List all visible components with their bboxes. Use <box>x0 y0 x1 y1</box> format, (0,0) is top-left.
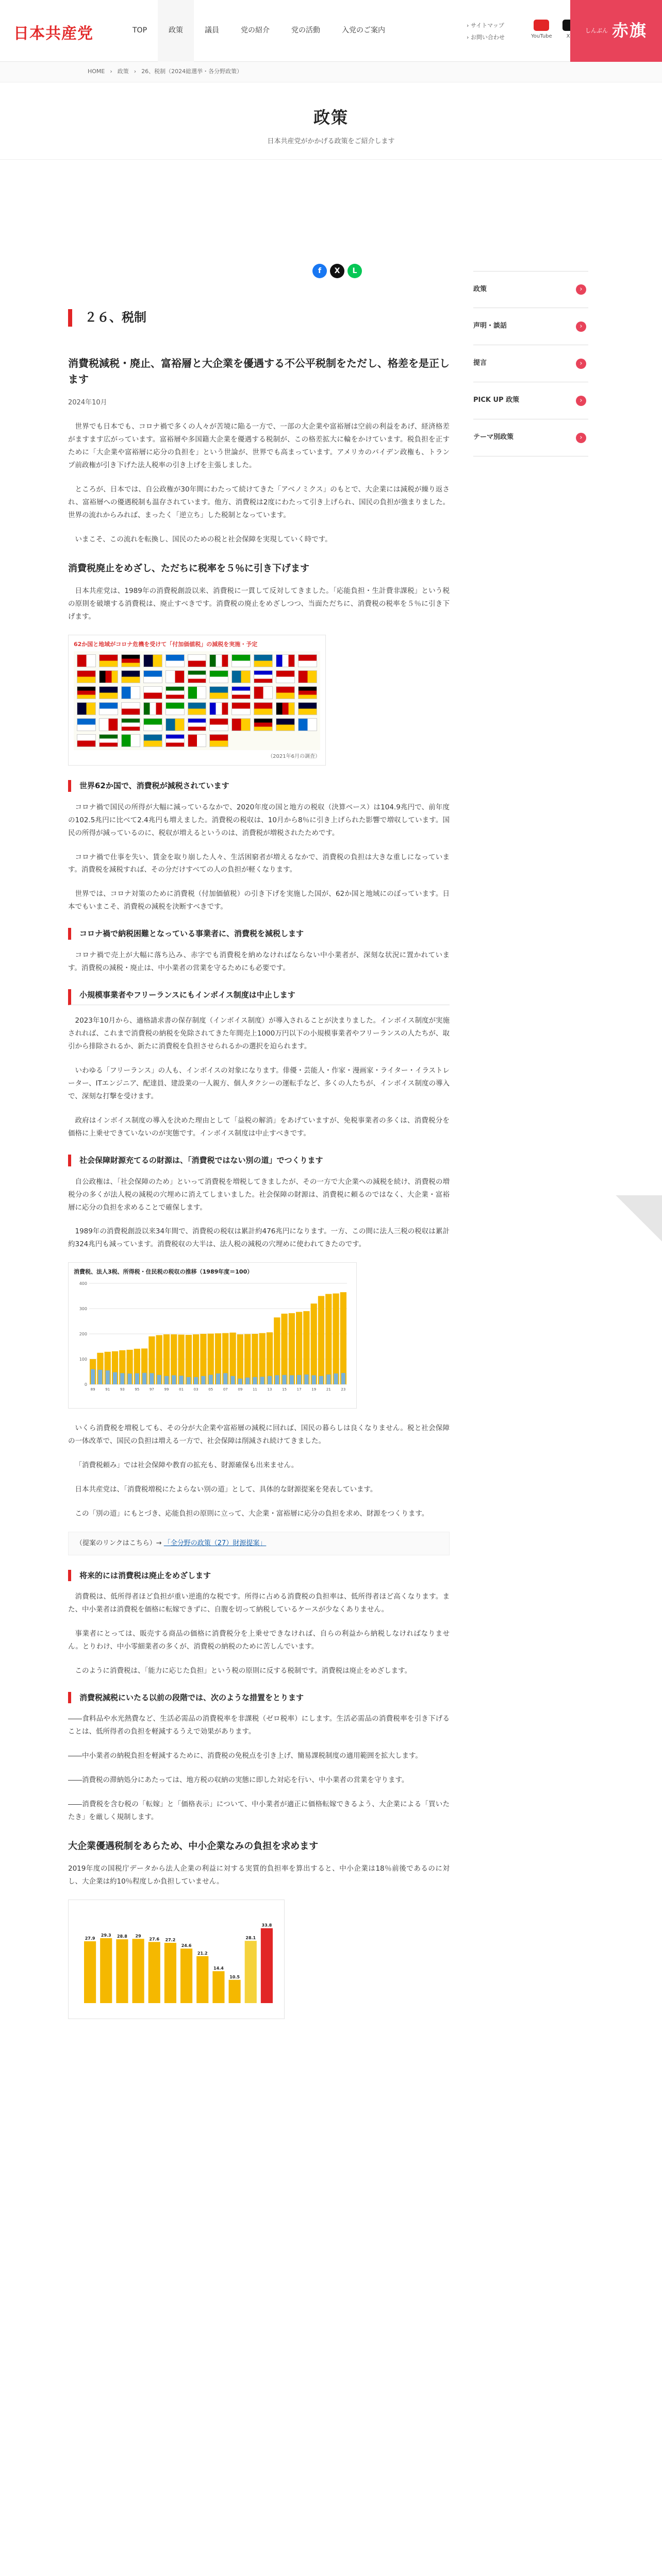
bar <box>245 1941 257 2003</box>
paragraph: 日本共産党は、1989年の消費税創設以来、消費税に一貫して反対してきました。「応能負担・生計費非課税」という税の原則を破壊する消費税は、廃止すべきです。消費税の廃止をめざしつつ、当面ただちに、消費税の税率を５％に引き下げます。 <box>68 586 450 621</box>
country-flag <box>121 670 140 683</box>
bar-corporate-tax <box>238 1379 242 1384</box>
site-logo[interactable]: 日本共産党 <box>13 25 93 43</box>
x-tick-label: 99 <box>164 1387 169 1392</box>
paragraph: 消費税は、低所得者ほど負担が重い逆進的な税です。所得に占める消費税の負担率は、低所得者ほど高くなります。また、中小業者は消費税を価格に転嫁できずに、自腹を切って納税しているケースが少なくありません。 <box>68 1592 450 1614</box>
country-flag <box>143 670 162 683</box>
y-tick-label: 200 <box>79 1331 87 1336</box>
country-flag <box>231 718 251 731</box>
data-label: 27.9 <box>85 1936 95 1941</box>
figure-caption: 消費税、法人3税、所得税・住民税の税収の推移（1989年度＝100） <box>74 1268 253 1276</box>
article-body <box>68 355 450 2032</box>
bar-corporate-tax <box>290 1375 294 1384</box>
data-label: 14.4 <box>213 1966 224 1971</box>
bar-corporate-tax <box>201 1376 205 1384</box>
country-flag <box>298 686 317 699</box>
bar-corporate-tax <box>113 1372 117 1384</box>
bar-corporate-tax <box>326 1375 330 1384</box>
proposal-link[interactable]: 「全分野の政策（27）財源提案」 <box>163 1539 267 1547</box>
page-title: 政策 <box>313 108 349 127</box>
data-label: 27.2 <box>165 1938 176 1943</box>
bar <box>84 1941 96 2003</box>
bar-corporate-tax <box>106 1370 110 1384</box>
data-label: 24.6 <box>181 1943 192 1948</box>
bar-corporate-tax <box>135 1373 139 1384</box>
country-flag <box>231 654 251 667</box>
data-label: 21.2 <box>197 1951 208 1956</box>
akahata-banner[interactable]: しんぶん 赤旗 <box>570 0 662 62</box>
paragraph: この「別の道」にもとづき、応能負担の原則に立って、大企業・富裕層に応分の負担を求め、財源をつくります。 <box>75 1509 429 1518</box>
country-flag <box>231 670 251 683</box>
country-flag <box>254 686 273 699</box>
crumb-home[interactable]: HOME <box>88 68 105 75</box>
bar-corporate-tax <box>268 1376 272 1384</box>
paragraph: ――消費税の滞納処分にあたっては、地方税の収納の実態に即した対応を行い、中小業者の営業を守ります。 <box>68 1776 409 1785</box>
paragraph: 自公政権は、「社会保障のため」といって消費税を増税してきましたが、その一方で大企業への減税を続け、消費税の増税分の多くが法人税の減税の穴埋めに消えてしまいました。社会保障の財源は、消費税に頼るのではなく、大企業・富裕層に応分の負担を求めることで確保します。 <box>68 1177 450 1212</box>
country-flag <box>99 670 118 683</box>
bar-corporate-tax <box>253 1377 257 1384</box>
burden-rate-chart <box>74 1905 279 2008</box>
country-flag <box>77 686 96 699</box>
article-heading: ２６、税制 <box>68 309 450 327</box>
bar-consumption-tax <box>259 1333 266 1384</box>
bar-corporate-tax <box>216 1374 220 1384</box>
data-label: 10.5 <box>229 1975 240 1980</box>
country-flag <box>121 702 140 715</box>
chevron-right-icon: › <box>576 396 586 406</box>
country-flag <box>77 718 96 731</box>
header-links <box>467 20 505 43</box>
data-label: 29.3 <box>101 1933 111 1938</box>
bar-corporate-tax <box>245 1378 250 1384</box>
page-title-area <box>0 82 662 160</box>
line-icon[interactable]: L <box>347 264 362 278</box>
subsection-heading: コロナ禍で納税困難となっている事業者に、消費税を減税します <box>68 928 450 940</box>
country-flag <box>298 702 317 715</box>
bar <box>212 1971 224 2003</box>
article-lead: 消費税減税・廃止、富裕層と大企業を優遇する不公平税制をただし、格差を是正します <box>68 357 450 385</box>
bar-corporate-tax <box>194 1377 198 1384</box>
subsection-heading: 世界62か国で、消費税が減税されています <box>68 780 450 792</box>
crumb-current: 26、税制（2024総選挙・各分野政策） <box>141 68 243 75</box>
bar-consumption-tax <box>186 1335 192 1384</box>
nav-join[interactable]: 入党のご案内 <box>342 26 386 35</box>
chevron-right-icon: › <box>576 321 586 332</box>
nav-top[interactable]: TOP <box>133 26 147 35</box>
paragraph: 世界でも日本でも、コロナ禍で多くの人々が苦境に陥る一方で、一部の大企業や富裕層は空前の利益をあげ、経済格差がますます広がっています。富裕層や多国籍大企業を優遇する税制が、この格差拡大に輪をかけています。税負担を正すために「大企業や富裕層に応分の負担を」という世論が、世界でも高まっています。アメリカのバイデン政権も、トランプ前政権が引き下げた法人税率の引き上げを主張しました。 <box>68 422 450 469</box>
country-flag <box>188 670 207 683</box>
country-flag <box>298 670 317 683</box>
sitemap-link[interactable]: › サイトマップ <box>467 22 504 29</box>
bar-corporate-tax <box>297 1375 301 1384</box>
bar-corporate-tax <box>164 1376 169 1384</box>
nav-activities[interactable]: 党の活動 <box>291 26 321 35</box>
paragraph: 政府はインボイス制度の導入を決めた理由として「益税の解消」をあげていますが、免税事業者の多くは、消費税分を価格に上乗せできていないのが実態です。インボイス制度は中止すべきです。 <box>68 1116 450 1138</box>
x-link[interactable]: X <box>558 20 578 40</box>
youtube-link[interactable]: YouTube <box>531 20 552 40</box>
x-tick-label: 89 <box>90 1387 95 1392</box>
country-flag <box>99 718 118 731</box>
country-flag <box>99 734 118 747</box>
country-flag <box>209 734 228 747</box>
x-tick-label: 23 <box>341 1387 346 1392</box>
figure-source: （2021年6月の調査） <box>268 754 320 760</box>
country-flag <box>143 686 162 699</box>
country-flag <box>77 734 96 747</box>
section-heading: 消費税廃止をめざし、ただちに税率を５％に引き下げます <box>68 563 309 574</box>
country-flag <box>166 686 185 699</box>
country-flag <box>188 734 207 747</box>
bar-corporate-tax <box>282 1375 286 1384</box>
country-flag <box>166 718 185 731</box>
data-label: 27.6 <box>149 1937 160 1942</box>
country-flag <box>209 654 228 667</box>
bar <box>133 1939 144 2003</box>
data-label: 33.8 <box>261 1923 272 1928</box>
figure-tax-revenue-chart <box>68 1262 357 1408</box>
bar-consumption-tax <box>340 1292 346 1384</box>
bar-corporate-tax <box>179 1376 183 1384</box>
bar-consumption-tax <box>325 1294 332 1384</box>
country-flag <box>166 702 185 715</box>
chevron-right-icon: › <box>576 359 586 369</box>
share-buttons <box>312 264 362 278</box>
paragraph: 2019年度の国税庁データから法人企業の利益に対する実質的負担率を算出すると、中小企業は18％前後であるのに対し、大企業は約10％程度しか負担していません。 <box>68 1865 450 1886</box>
country-flag <box>254 718 273 731</box>
bar <box>116 1939 128 2003</box>
bar-corporate-tax <box>304 1375 308 1384</box>
sidebar-item-pickup[interactable]: PICK UP 政策 › <box>473 382 588 419</box>
article-date: 2024年10月 <box>68 399 107 406</box>
crumb-policy[interactable]: 政策 <box>117 68 129 75</box>
y-tick-label: 400 <box>79 1281 87 1286</box>
country-flag <box>188 654 207 667</box>
bar-consumption-tax <box>311 1303 317 1384</box>
contact-link[interactable]: › お問い合わせ <box>467 34 505 41</box>
paragraph: 日本共産党は、「消費税増税にたよらない別の道」として、具体的な財源提案を発表しています。 <box>75 1485 377 1494</box>
country-flag <box>77 702 96 715</box>
sidebar-item-themes[interactable]: テーマ別政策 › <box>473 419 588 456</box>
sidebar-item-proposals[interactable]: 提言 › <box>473 345 588 382</box>
bar-corporate-tax <box>223 1373 227 1384</box>
bar-corporate-tax <box>312 1375 316 1384</box>
bar-consumption-tax <box>303 1311 309 1384</box>
country-flag <box>276 654 295 667</box>
bar-consumption-tax <box>244 1334 251 1384</box>
country-flag <box>276 718 295 731</box>
country-flag <box>298 718 317 731</box>
country-flag <box>276 702 295 715</box>
x-tick-label: 03 <box>193 1387 198 1392</box>
page-subtitle: 日本共産党がかかげる政策をご紹介します <box>267 137 395 145</box>
bar-corporate-tax <box>319 1376 323 1384</box>
paragraph: ――消費税を含む税の「転嫁」と「価格表示」について、中小業者が適正に価格転嫁できるよう、大企業による「買いたたき」を厳しく規制します。 <box>68 1800 450 1822</box>
bar-corporate-tax <box>91 1369 95 1384</box>
nav-about[interactable]: 党の紹介 <box>241 26 270 35</box>
subsection-heading: 将来的には消費税は廃止をめざします <box>68 1570 450 1582</box>
x-tick-label: 19 <box>311 1387 317 1392</box>
country-flag <box>209 686 228 699</box>
x-tick-label: 11 <box>252 1387 257 1392</box>
paragraph: ところが、日本では、自公政権が30年間にわたって続けてきた「アベノミクス」のもとで、大企業には減税が繰り返され、富裕層への優遇税制も温存されています。他方、消費税は2度にわたって引き上げられ、国民の負担が強まりました。世界の流れからみれば、まったく「逆立ち」した税制となっています。 <box>68 485 450 519</box>
data-label: 28.8 <box>117 1934 127 1939</box>
bar-corporate-tax <box>150 1373 154 1384</box>
tax-revenue-chart <box>74 1279 351 1398</box>
x-tick-label: 15 <box>282 1387 287 1392</box>
country-flag <box>254 654 273 667</box>
paragraph: いわゆる「フリーランス」の人も、インボイスの対象になります。俳優・芸能人・作家・漫画家・ライター・イラストレーター、ITエンジニア、配達員、建設業の一人親方、個人タクシーの運転手など、多くの人たちが、インボイス制度の導入で、深刻な打撃を受けます。 <box>68 1066 450 1101</box>
sidebar <box>473 271 588 456</box>
bar-consumption-tax <box>274 1317 280 1384</box>
sidebar-item-statements[interactable]: 声明・談話 › <box>473 308 588 345</box>
bar-consumption-tax <box>333 1293 339 1384</box>
bar-consumption-tax <box>193 1334 199 1384</box>
country-flag <box>231 702 251 715</box>
country-flag <box>121 718 140 731</box>
bar <box>180 1948 192 2003</box>
paragraph: いくら消費税を増税しても、その分が大企業や富裕層の減税に回れば、国民の暮らしは良くなりません。税と社会保障の一体改革で、国民の負担は増える一方で、社会保障は削減され続けてきました。 <box>68 1423 450 1445</box>
x-tick-label: 93 <box>120 1387 125 1392</box>
bar-consumption-tax <box>237 1334 243 1384</box>
x-tick-label: 05 <box>208 1387 213 1392</box>
bar-consumption-tax <box>281 1314 287 1384</box>
bar-corporate-tax <box>142 1372 146 1384</box>
bar-corporate-tax <box>230 1376 235 1384</box>
bar-corporate-tax <box>275 1375 279 1384</box>
country-flag <box>209 670 228 683</box>
country-flag <box>143 702 162 715</box>
bar <box>100 1938 112 2003</box>
figure-caption: 62か国と地域がコロナ危機を受けて「付加価値税」の減税を実施・予定 <box>74 640 258 648</box>
paragraph: ――中小業者の納税負担を軽減するために、消費税の免税点を引き上げ、簡易課税制度の適用範囲を拡大します。 <box>68 1752 422 1760</box>
country-flag <box>77 654 96 667</box>
paragraph: ――食料品や水光熱費など、生活必需品の消費税率を非課税（ゼロ税率）にします。生活必需品の消費税率を引き下げることは、低所得者の負担を軽減するうえで効果があります。 <box>68 1715 450 1736</box>
country-flag <box>276 686 295 699</box>
paragraph: このように消費税は、「能力に応じた負担」という税の原則に反する税制です。消費税は廃止をめざします。 <box>75 1666 412 1675</box>
country-flag <box>121 654 140 667</box>
paragraph: 事業者にとっては、販売する商品の価格に消費税分を上乗せできなければ、自らの利益から納税しなければなりません。とりわけ、中小零細業者の多くが、消費税の納税のために苦しんでいます。 <box>68 1630 450 1651</box>
x-tick-label: 09 <box>238 1387 243 1392</box>
nav-members[interactable]: 議員 <box>205 26 220 35</box>
bar-corporate-tax <box>120 1373 124 1384</box>
figure-vat-cut-countries <box>68 635 326 766</box>
bar <box>148 1942 160 2003</box>
country-flag <box>121 686 140 699</box>
paragraph: コロナ禍で仕事を失い、賃金を取り崩した人々、生活困窮者が増えるなかで、消費税の負担は大きな重しになっています。消費税を減税すれば、その分だけすべての人の負担が軽くなります。 <box>68 853 450 874</box>
proposal-link-note: （提案のリンクはこちら）→ 「全分野の政策（27）財源提案」 <box>68 1532 450 1555</box>
bar-corporate-tax <box>341 1373 345 1384</box>
paragraph: 「消費税頼み」では社会保障や教育の拡充も、財源確保も出来ません。 <box>75 1461 299 1469</box>
country-flag <box>188 702 207 715</box>
chevron-right-icon: › <box>576 284 586 295</box>
paragraph: コロナ禍で国民の所得が大幅に減っているなかで、2020年度の国と地方の税収（決算ベース）は104.9兆円で、前年度の102.5兆円に比べて2.4兆円も増えました。消費税の税収は、10月から8％に引き上げられた影響で増収しています。国民の所得が減っているのに、税収が増えるというのは、消費税が増税されたためです。 <box>68 803 450 837</box>
subsection-heading: 社会保障財源充てるの財源は、「消費税ではない別の道」でつくります <box>68 1155 450 1166</box>
country-flag <box>166 670 185 683</box>
country-flag <box>188 718 207 731</box>
site-header <box>0 0 662 62</box>
paragraph: いまこそ、この流れを転換し、国民のための税と社会保障を実現していく時です。 <box>75 535 332 544</box>
country-flag <box>99 654 118 667</box>
country-flag <box>77 670 96 683</box>
y-tick-label: 100 <box>79 1357 87 1362</box>
x-tick-label: 07 <box>223 1387 228 1392</box>
x-tick-label: 95 <box>135 1387 140 1392</box>
x-tick-label: 01 <box>179 1387 184 1392</box>
x-tick-label: 97 <box>149 1387 154 1392</box>
x-tick-label: 17 <box>296 1387 302 1392</box>
bar <box>229 1980 241 2003</box>
nav-policy[interactable]: 政策 <box>158 0 194 62</box>
paragraph: コロナ禍で売上が大幅に落ち込み、赤字でも消費税を納めなければならない中小業者が、深刻な状況に置かれています。消費税の減税・廃止は、中小業者の営業を守るためにも必要です。 <box>68 951 450 972</box>
bar-consumption-tax <box>318 1296 324 1384</box>
x-icon[interactable]: X <box>330 264 344 278</box>
country-flag <box>209 702 228 715</box>
bar <box>196 1956 208 2003</box>
bar-consumption-tax <box>289 1313 295 1384</box>
bar-corporate-tax <box>209 1375 213 1384</box>
youtube-icon <box>534 20 549 31</box>
subsection-heading: 消費税減税にいたる以前の段階では、次のような措置をとります <box>68 1692 450 1704</box>
country-flag <box>276 670 295 683</box>
chevron-right-icon: › <box>576 433 586 443</box>
subsection-heading: 小規模事業者やフリーランスにもインボイス制度は中止します <box>68 989 450 1006</box>
data-label: 29 <box>135 1934 141 1939</box>
paragraph: 2023年10月から、適格請求書の保存制度（インボイス制度）が導入されることが決まりました。インボイス制度が実施されれば、これまで消費税の納税を免除されてきた年間売上1000万円以下の小規模事業者やフリーランスの人たちが、取引から排除されるか、新たに消費税を負担させられるかの選択を迫られます。 <box>68 1016 450 1051</box>
x-tick-label: 13 <box>267 1387 272 1392</box>
global-nav <box>122 0 396 62</box>
x-tick-label: 91 <box>105 1387 110 1392</box>
bar-corporate-tax <box>260 1377 264 1384</box>
bar-corporate-tax <box>127 1374 131 1384</box>
bar <box>164 1943 176 2003</box>
bar-corporate-tax <box>334 1374 338 1384</box>
y-tick-label: 0 <box>84 1382 87 1387</box>
country-flag <box>166 654 185 667</box>
country-flag <box>298 654 317 667</box>
country-flag <box>143 654 162 667</box>
country-flag <box>254 670 273 683</box>
bar <box>261 1928 273 2003</box>
country-flag <box>143 718 162 731</box>
country-flag <box>231 686 251 699</box>
x-tick-label: 21 <box>326 1387 331 1392</box>
facebook-icon[interactable]: f <box>312 264 327 278</box>
country-flag <box>166 734 185 747</box>
country-flag <box>254 702 273 715</box>
country-flag <box>143 734 162 747</box>
bar-corporate-tax <box>172 1375 176 1384</box>
breadcrumb: HOME › 政策 › 26、税制（2024総選挙・各分野政策） <box>0 62 662 82</box>
bar-consumption-tax <box>296 1312 302 1384</box>
section-heading: 大企業優遇税制をあらため、中小企業なみの負担を求めます <box>68 1841 319 1852</box>
bar-consumption-tax <box>252 1334 258 1384</box>
data-label: 28.1 <box>245 1936 256 1941</box>
bar-corporate-tax <box>157 1375 161 1384</box>
country-flag <box>209 718 228 731</box>
y-tick-label: 300 <box>79 1306 87 1311</box>
country-flag <box>188 686 207 699</box>
figure-burden-chart <box>68 1900 285 2019</box>
bar-corporate-tax <box>187 1377 191 1384</box>
flag-grid <box>74 651 320 750</box>
paragraph: 1989年の消費税創設以来34年間で、消費税の税収は累計約476兆円になります。一方、この間に法人三税の税収は累計約324兆円も減っています。消費税収の大半は、法人税の減税の穴埋めに使われてきたのです。 <box>68 1227 450 1249</box>
bar-corporate-tax <box>98 1370 102 1384</box>
paragraph: 世界では、コロナ対策のために消費税（付加価値税）の引き下げを実施した国が、62か国と地域にのぼっています。日本でもいまこそ、消費税の減税を決断すべきです。 <box>68 890 450 911</box>
country-flag <box>99 702 118 715</box>
country-flag <box>99 686 118 699</box>
sidebar-item-policy[interactable]: 政策 › <box>473 271 588 308</box>
country-flag <box>121 734 140 747</box>
decorative-corner <box>616 1195 662 1242</box>
